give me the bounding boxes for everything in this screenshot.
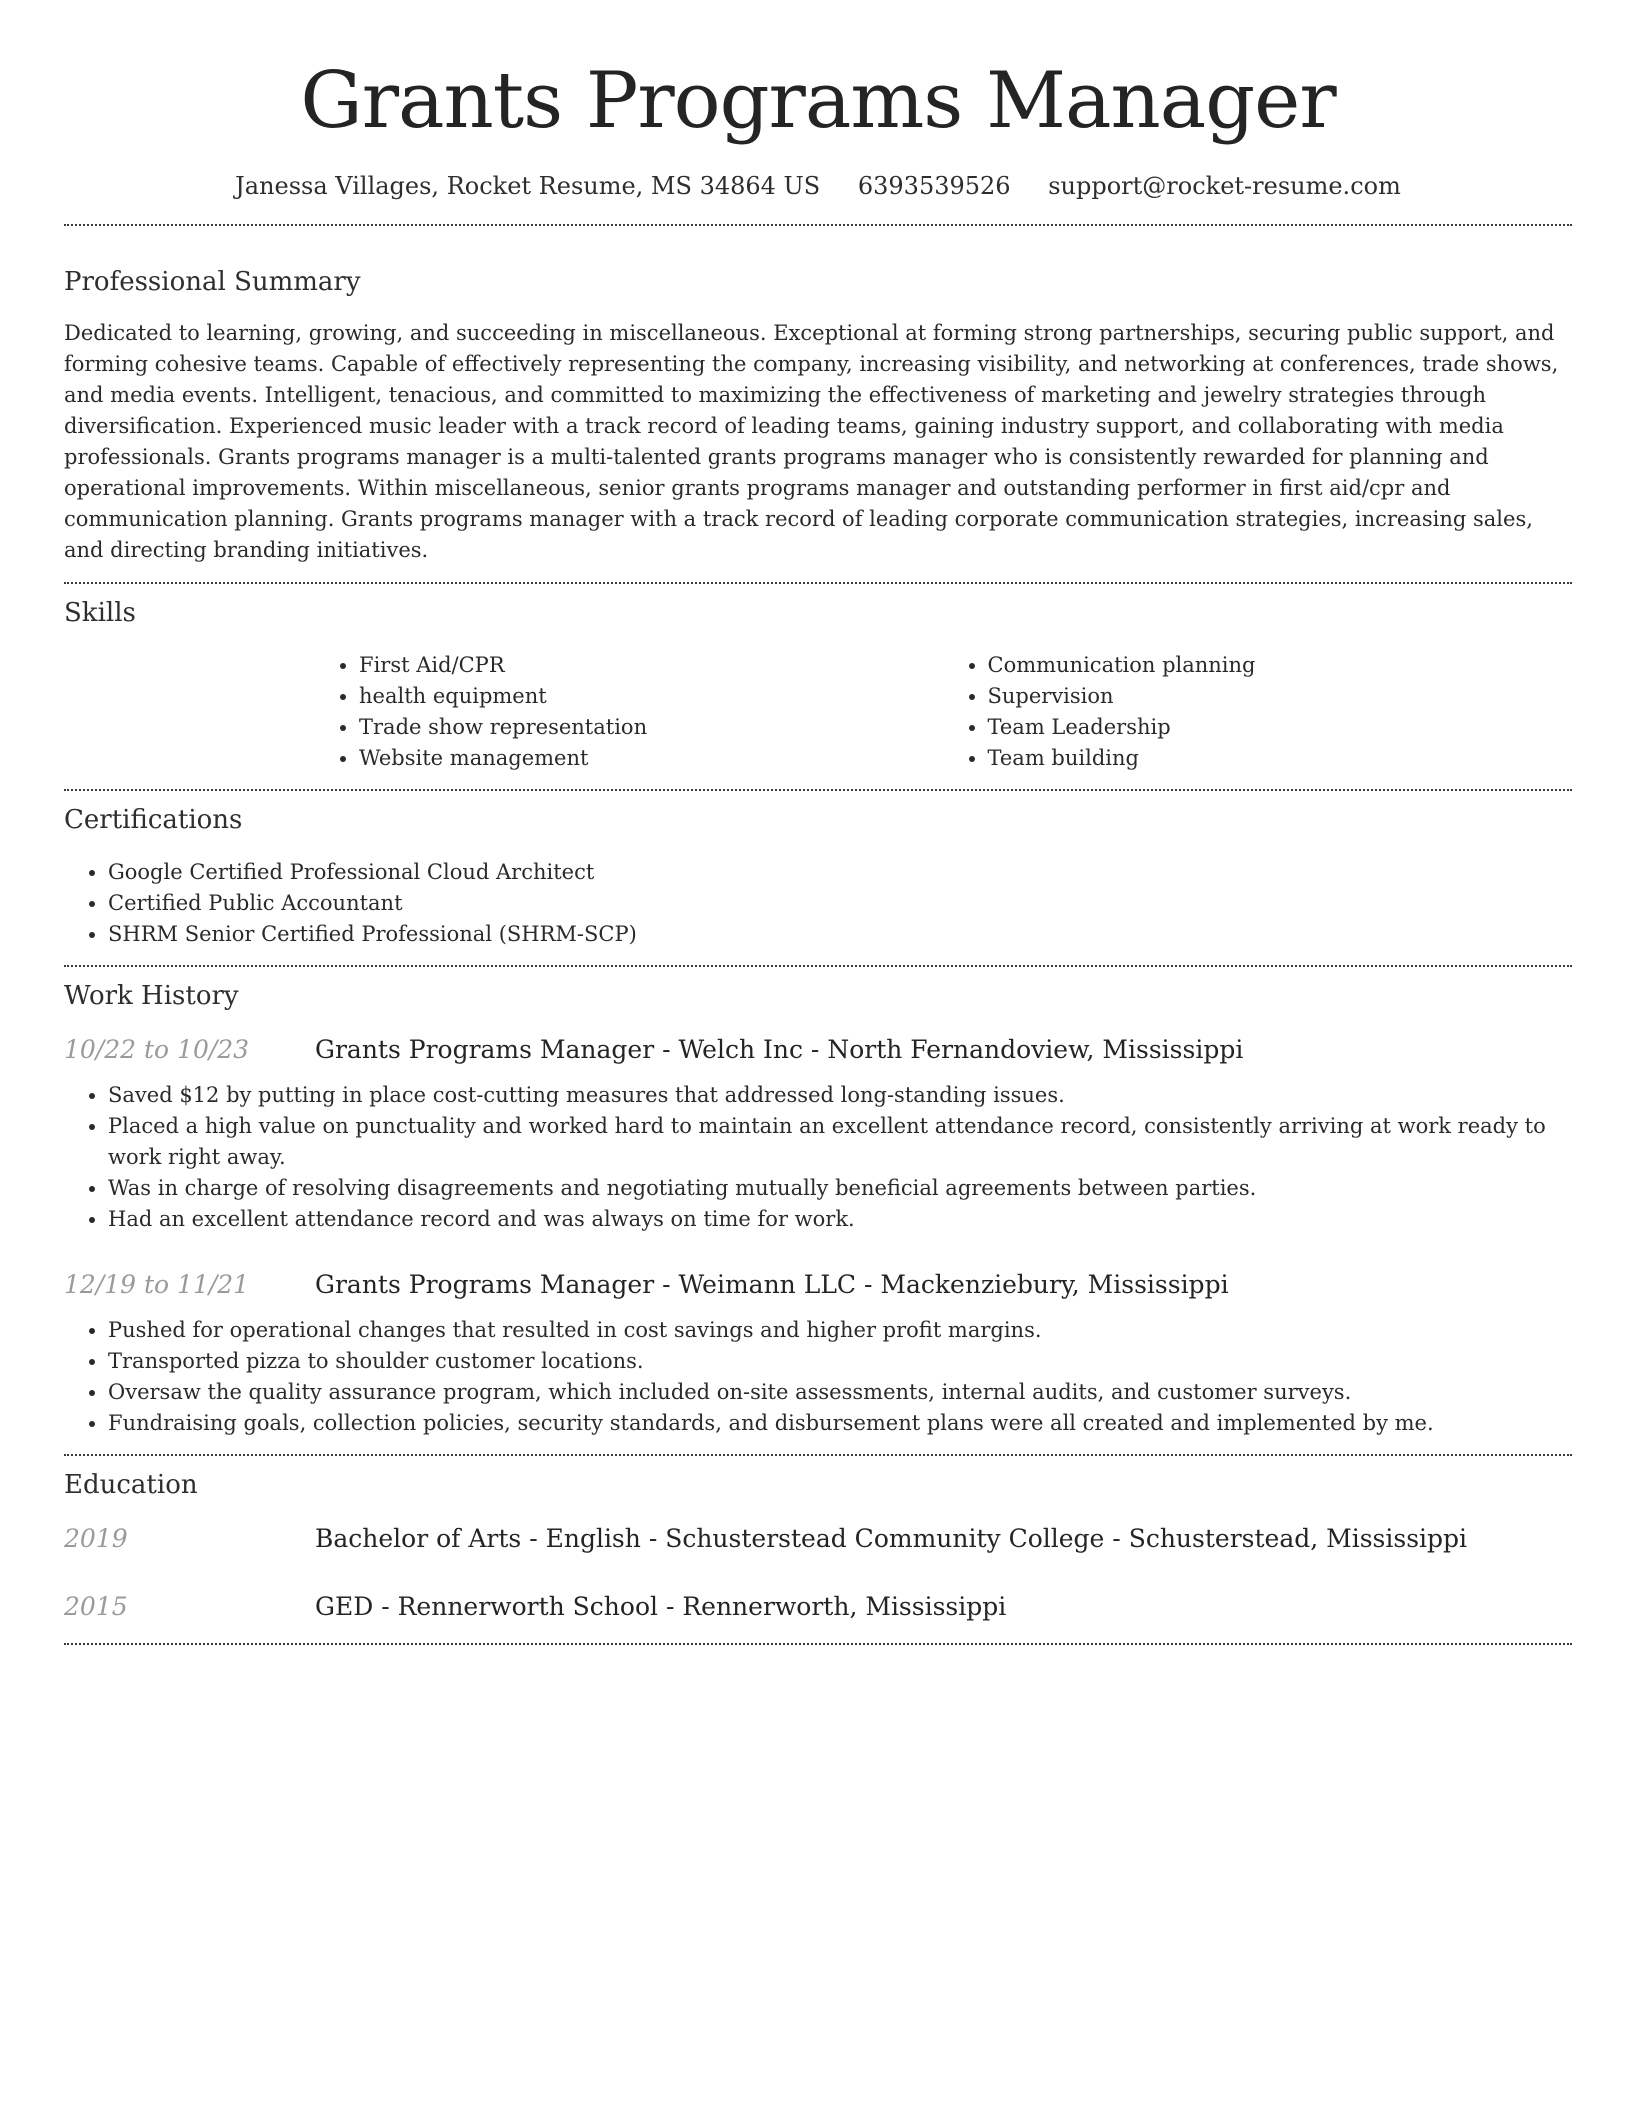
education-entry (64, 1522, 1572, 1556)
divider (64, 582, 1572, 584)
education-heading: GED - Rennerworth School - Rennerworth, Mississippi (315, 1592, 1007, 1621)
skill-item: • Trade show representation (359, 712, 944, 743)
job-bullets (64, 1315, 1572, 1439)
job-bullet: • Saved $12 by putting in place cost-cutting measures that addressed long-standing issues. (108, 1080, 1572, 1111)
skills-list-left (315, 650, 944, 774)
certification-item: • SHRM Senior Certified Professional (SHRM-SCP) (108, 919, 1572, 950)
skills-grid (315, 650, 1572, 774)
divider (64, 965, 1572, 967)
job-dates: 10/22 to 10/23 (64, 1035, 250, 1064)
summary-section (64, 265, 1572, 566)
job-bullet: • Pushed for operational changes that resulted in cost savings and higher profit margins. (108, 1315, 1572, 1346)
section-title-work-history: Work History (64, 981, 239, 1011)
divider (64, 1454, 1572, 1456)
contact-phone: 6393539526 (857, 172, 1011, 200)
job-header (64, 1268, 1572, 1302)
education-year: 2015 (64, 1592, 128, 1621)
summary-text: Dedicated to learning, growing, and succeeding in miscellaneous. Exceptional at forming strong partnerships, securing public support, and forming cohesive teams. Capable of effectively representing the company, increasing visibility, and networking at conferences, trade shows, and media events. Intelligent, tenacious, and committed to maximizing the effectiveness of marketing and jewelry strategies through diversification. Experienced music leader with a track record of leading teams, gaining industry support, and collaborating with media professionals. Grants programs manager is a multi-talented grants programs manager who is consistently rewarded for planning and operational improvements. Within miscellaneous, senior grants programs manager and outstanding performer in first aid/cpr and communication planning. Grants programs manager with a track record of leading corporate communication strategies, increasing sales, and directing branding initiatives. (64, 321, 1559, 562)
job-bullet: • Transported pizza to shoulder customer locations. (108, 1346, 1572, 1377)
contact-line (64, 170, 1572, 202)
resume-page (64, 0, 1572, 1645)
contact-address: Janessa Villages, Rocket Resume, MS 34864 US (235, 172, 821, 200)
skill-item: • Communication planning (988, 650, 1573, 681)
section-title-skills: Skills (64, 598, 136, 628)
job-entry (64, 1033, 1572, 1235)
section-title-education: Education (64, 1470, 198, 1500)
certification-item: • Certified Public Accountant (108, 888, 1572, 919)
job-bullet: • Fundraising goals, collection policies, security standards, and disbursement plans were all created and implemented by me. (108, 1408, 1572, 1439)
divider (64, 1643, 1572, 1645)
skill-item: • First Aid/CPR (359, 650, 944, 681)
job-dates: 12/19 to 11/21 (64, 1270, 250, 1299)
education-entry (64, 1590, 1572, 1624)
certifications-section (64, 803, 1572, 950)
section-title-certifications: Certifications (64, 805, 243, 835)
skills-list-right (944, 650, 1573, 774)
skill-item: • Team building (988, 743, 1573, 774)
education-heading: Bachelor of Arts - English - Schusterstead Community College - Schusterstead, Mississippi (315, 1524, 1468, 1553)
education-year: 2019 (64, 1524, 128, 1553)
section-title-summary: Professional Summary (64, 267, 361, 297)
job-bullet: • Was in charge of resolving disagreements and negotiating mutually beneficial agreements between parties. (108, 1173, 1572, 1204)
job-bullet: • Had an excellent attendance record and was always on time for work. (108, 1204, 1572, 1235)
divider (64, 224, 1572, 226)
contact-email: support@rocket-resume.com (1048, 172, 1401, 200)
job-heading: Grants Programs Manager - Welch Inc - North Fernandoview, Mississippi (315, 1035, 1244, 1064)
skill-item: • Supervision (988, 681, 1573, 712)
work-history-section (64, 979, 1572, 1439)
job-entry (64, 1268, 1572, 1439)
certification-item: • Google Certified Professional Cloud Architect (108, 857, 1572, 888)
job-heading: Grants Programs Manager - Weimann LLC - Mackenziebury, Mississippi (315, 1270, 1229, 1299)
skills-section (64, 596, 1572, 774)
job-bullet: • Placed a high value on punctuality and worked hard to maintain an excellent attendance record, consistently arriving at work ready to work right away. (108, 1111, 1572, 1173)
job-bullets (64, 1080, 1572, 1235)
skill-item: • health equipment (359, 681, 944, 712)
job-header (64, 1033, 1572, 1067)
job-bullet: • Oversaw the quality assurance program, which included on-site assessments, internal audits, and customer surveys. (108, 1377, 1572, 1408)
education-section (64, 1468, 1572, 1624)
skill-item: • Website management (359, 743, 944, 774)
certifications-list (64, 857, 1572, 950)
skill-item: • Team Leadership (988, 712, 1573, 743)
divider (64, 789, 1572, 791)
resume-title: Grants Programs Manager (300, 56, 1336, 146)
